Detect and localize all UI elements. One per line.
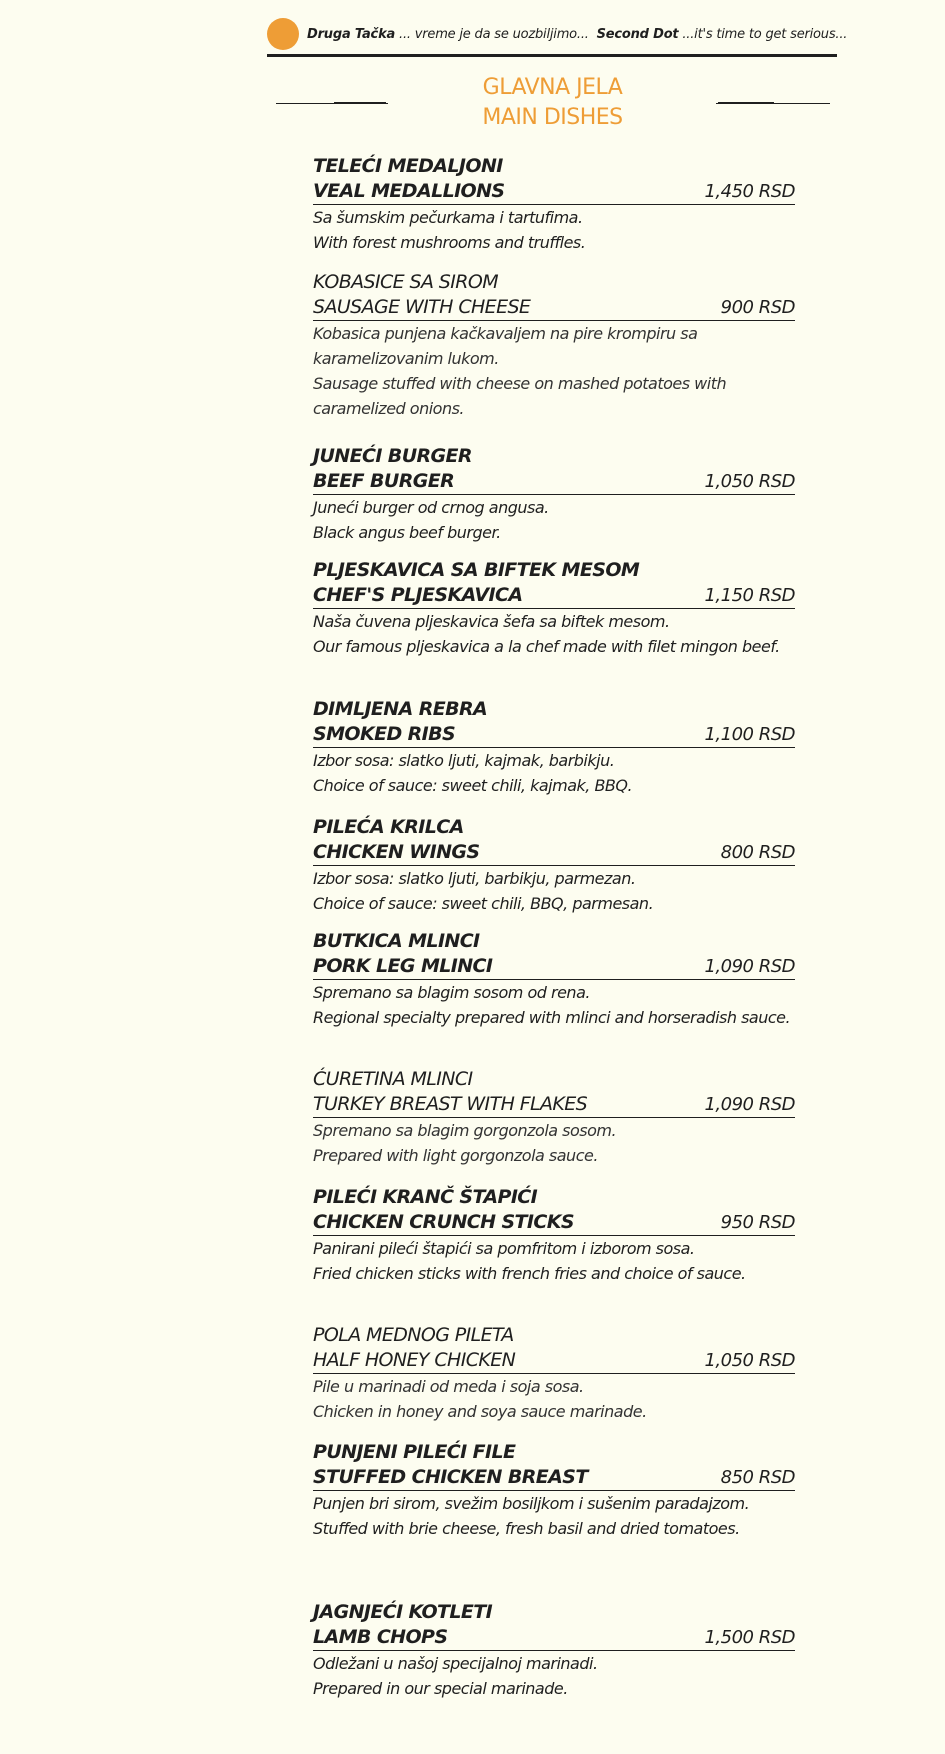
brand-en: Second Dot xyxy=(596,27,679,42)
dish-name-en: SAUSAGE WITH CHEESE xyxy=(313,296,531,318)
dish-item xyxy=(313,697,795,798)
dish-description-en: Black angus beef burger. xyxy=(313,523,501,542)
dish-name-row xyxy=(313,954,795,980)
dish-item xyxy=(313,1600,795,1701)
dish-description-local: Izbor sosa: slatko ljuti, barbikju, parmezan. xyxy=(313,869,636,888)
dish-item xyxy=(313,154,795,255)
dish-name-local: POLA MEDNOG PILETA xyxy=(313,1324,514,1346)
dish-name-row xyxy=(313,1348,795,1374)
dish-price: 850 RSD xyxy=(720,1467,795,1488)
dish-description-local: Punjen bri sirom, svežim bosiljkom i sušenim paradajzom. xyxy=(313,1494,750,1513)
dish-name-en: PORK LEG MLINCI xyxy=(313,955,493,977)
dish-description-local: Juneći burger od crnog angusa. xyxy=(313,498,549,517)
dish-description-local: Odležani u našoj specijalnoj marinadi. xyxy=(313,1654,598,1673)
dish-name-en: CHICKEN CRUNCH STICKS xyxy=(313,1211,574,1233)
dish-description-en: Prepared with light gorgonzola sauce. xyxy=(313,1146,598,1165)
dish-description-local: Spremano sa blagim sosom od rena. xyxy=(313,983,590,1002)
dish-price: 1,050 RSD xyxy=(704,1350,795,1371)
dish-name-en: LAMB CHOPS xyxy=(313,1626,448,1648)
dish-name-en: HALF HONEY CHICKEN xyxy=(313,1349,516,1371)
dish-name-row xyxy=(313,722,795,748)
dish-description-en: Choice of sauce: sweet chili, kajmak, BBQ. xyxy=(313,776,633,795)
dish-description-en: Sausage stuffed with cheese on mashed potatoes with caramelized onions. xyxy=(313,374,727,418)
section-title-en: MAIN DISHES xyxy=(482,105,623,130)
dish-description-local: Naša čuvena pljeskavica šefa sa biftek mesom. xyxy=(313,612,670,631)
dish-description-local: Panirani pileći štapići sa pomfritom i izborom sosa. xyxy=(313,1239,695,1258)
dish-price: 1,090 RSD xyxy=(704,1094,795,1115)
dish-name-en: STUFFED CHICKEN BREAST xyxy=(313,1466,588,1488)
dish-description-en: Prepared in our special marinade. xyxy=(313,1679,568,1698)
section-title xyxy=(0,73,945,133)
dish-name-row xyxy=(313,840,795,866)
dish-price: 1,050 RSD xyxy=(704,471,795,492)
dish-item xyxy=(313,444,795,545)
dish-name-en: CHICKEN WINGS xyxy=(313,841,480,863)
dish-name-local: JUNEĆI BURGER xyxy=(313,445,472,467)
dish-description-en: Regional specialty prepared with mlinci and horseradish sauce. xyxy=(313,1008,791,1027)
section-title-local: GLAVNA JELA xyxy=(482,75,623,100)
dish-name-row xyxy=(313,179,795,205)
dish-description-en: Choice of sauce: sweet chili, BBQ, parmesan. xyxy=(313,894,654,913)
dish-name-local: DIMLJENA REBRA xyxy=(313,698,488,720)
dish-name-row xyxy=(313,1092,795,1118)
dish-description-local: Izbor sosa: slatko ljuti, kajmak, barbikju. xyxy=(313,751,615,770)
dish-description-en: Chicken in honey and soya sauce marinade. xyxy=(313,1402,647,1421)
dish-price: 900 RSD xyxy=(720,297,795,318)
dish-name-local: PILEĆA KRILCA xyxy=(313,816,464,838)
dish-name-en: BEEF BURGER xyxy=(313,470,455,492)
dish-item xyxy=(313,929,795,1030)
dish-name-local: JAGNJEĆI KOTLETI xyxy=(313,1601,493,1623)
dish-name-local: TELEĆI MEDALJONI xyxy=(313,155,503,177)
dish-item xyxy=(313,270,795,421)
dish-item xyxy=(313,1323,795,1424)
dish-price: 1,450 RSD xyxy=(704,181,795,202)
dish-name-local: KOBASICE SA SIROM xyxy=(313,271,499,293)
tagline-en: ...it's time to get serious... xyxy=(682,27,848,42)
header-tagline xyxy=(307,27,847,42)
dish-description-local: Spremano sa blagim gorgonzola sosom. xyxy=(313,1121,617,1140)
dish-name-local: PUNJENI PILEĆI FILE xyxy=(313,1441,516,1463)
dish-item xyxy=(313,815,795,916)
dish-name-row xyxy=(313,295,795,321)
dish-item xyxy=(313,558,795,659)
orange-dot-logo-icon xyxy=(267,18,299,50)
tagline-local: ... vreme je da se uozbiljimo... xyxy=(399,27,589,42)
dish-name-row xyxy=(313,1465,795,1491)
dish-name-row xyxy=(313,583,795,609)
dish-price: 800 RSD xyxy=(720,842,795,863)
dish-description-en: Our famous pljeskavica a la chef made with filet mingon beef. xyxy=(313,637,780,656)
brand-local: Druga Tačka xyxy=(307,27,396,42)
dish-name-local: PILEĆI KRANČ ŠTAPIĆI xyxy=(313,1186,538,1208)
dish-description-local: Kobasica punjena kačkavaljem na pire krompiru sa karamelizovanim lukom. xyxy=(313,324,698,368)
menu-header xyxy=(267,18,848,57)
dish-name-local: PLJESKAVICA SA BIFTEK MESOM xyxy=(313,559,640,581)
dish-description-en: Fried chicken sticks with french fries and choice of sauce. xyxy=(313,1264,746,1283)
dish-description-local: Pile u marinadi od meda i soja sosa. xyxy=(313,1377,584,1396)
dish-name-local: BUTKICA MLINCI xyxy=(313,930,480,952)
dish-name-row xyxy=(313,1625,795,1651)
dish-price: 1,150 RSD xyxy=(704,585,795,606)
dish-description-en: With forest mushrooms and truffles. xyxy=(313,233,586,252)
dish-name-en: VEAL MEDALLIONS xyxy=(313,180,505,202)
dish-item xyxy=(313,1185,795,1286)
dish-item xyxy=(313,1440,795,1541)
dish-price: 1,100 RSD xyxy=(704,724,795,745)
dish-name-row xyxy=(313,469,795,495)
dish-name-en: CHEF'S PLJESKAVICA xyxy=(313,584,523,606)
dish-item xyxy=(313,1067,795,1168)
dish-description-local: Sa šumskim pečurkama i tartufima. xyxy=(313,208,583,227)
dish-name-local: ĆURETINA MLINCI xyxy=(313,1068,473,1090)
dish-name-row xyxy=(313,1210,795,1236)
dish-price: 1,090 RSD xyxy=(704,956,795,977)
dish-name-en: TURKEY BREAST WITH FLAKES xyxy=(313,1093,588,1115)
dish-price: 950 RSD xyxy=(720,1212,795,1233)
dish-price: 1,500 RSD xyxy=(704,1627,795,1648)
dish-description-en: Stuffed with brie cheese, fresh basil and dried tomatoes. xyxy=(313,1519,740,1538)
dish-name-en: SMOKED RIBS xyxy=(313,723,456,745)
